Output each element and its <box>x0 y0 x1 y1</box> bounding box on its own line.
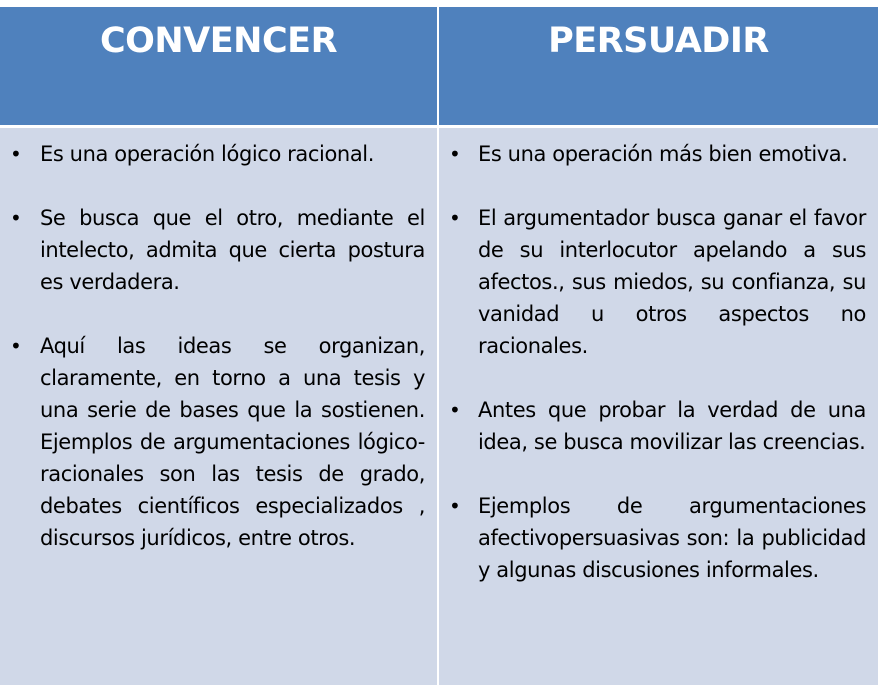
list-item-text: Ejemplos de argumentaciones afectivopersuasivas son: la publicidad y algunas discusiones informales. <box>478 494 866 582</box>
bullet-icon: • <box>10 334 22 358</box>
list-item-text: Es una operación lógico racional. <box>40 142 374 166</box>
bullet-icon: • <box>10 142 22 166</box>
list-item-text: Es una operación más bien emotiva. <box>478 142 848 166</box>
bullet-icon: • <box>449 206 461 230</box>
list-item <box>439 202 878 362</box>
list-item <box>0 330 437 554</box>
bullet-icon: • <box>10 206 22 230</box>
list-item <box>0 138 437 170</box>
list-item-text: Antes que probar la verdad de una idea, se busca movilizar las creencias. <box>478 398 866 454</box>
list-item <box>439 394 878 458</box>
header-cell-convencer <box>0 7 437 125</box>
list-item <box>0 202 437 298</box>
list-item <box>439 138 878 170</box>
bullet-icon: • <box>449 494 461 518</box>
body-cell-persuadir <box>439 128 878 685</box>
list-item-text: Se busca que el otro, mediante el intelecto, admita que cierta postura es verdadera. <box>40 206 425 294</box>
column-title-persuadir: PERSUADIR <box>548 21 769 61</box>
body-cell-convencer <box>0 128 437 685</box>
bullet-list-persuadir <box>439 138 878 586</box>
list-item-text: El argumentador busca ganar el favor de su interlocutor apelando a sus afectos., sus miedos, su confianza, su vanidad u otros aspectos no racionales. <box>478 206 866 358</box>
bullet-icon: • <box>449 142 461 166</box>
column-title-convencer: CONVENCER <box>99 21 338 61</box>
list-item-text: Aquí las ideas se organizan, claramente, en torno a una tesis y una serie de bases que la sostienen. Ejemplos de argumentaciones lógico-racionales son las tesis de grado, debates científicos especializados , discursos jurídicos, entre otros. <box>40 334 425 550</box>
list-item <box>439 490 878 586</box>
comparison-table <box>0 7 878 685</box>
bullet-icon: • <box>449 398 461 422</box>
header-cell-persuadir <box>439 7 878 125</box>
bullet-list-convencer <box>0 138 437 554</box>
